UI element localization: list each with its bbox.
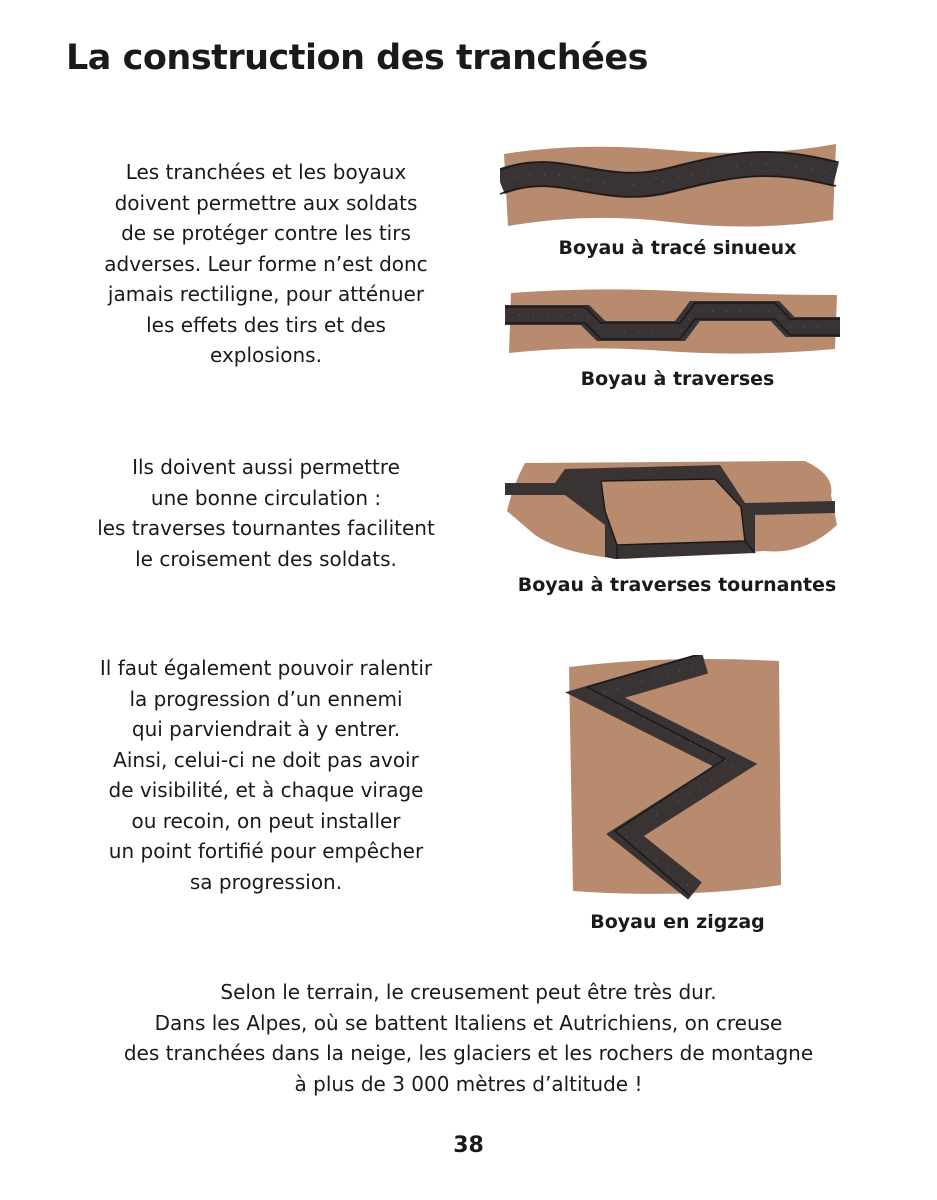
paragraph-alpes xyxy=(30,977,907,1099)
text-line: jamais rectiligne, pour atténuer xyxy=(107,282,425,306)
text-line: Dans les Alpes, où se battent Italiens et Autrichiens, on creuse xyxy=(154,1010,783,1035)
text-line: doivent permettre aux soldats xyxy=(114,190,418,215)
text-line: à plus de 3 000 mètres d’altitude ! xyxy=(294,1071,643,1096)
text-line: Selon le terrain, le creusement peut être très dur. xyxy=(220,980,717,1004)
caption-traverses: Boyau à traverses xyxy=(580,368,775,390)
page-number: 38 xyxy=(453,1133,484,1158)
page-title: La construction des tranchées xyxy=(66,38,648,78)
text-line: Les tranchées et les boyaux xyxy=(125,160,407,184)
text-line: de se protéger contre les tirs xyxy=(121,221,411,245)
text-line: une bonne circulation : xyxy=(150,485,382,510)
text-line: Ainsi, celui-ci ne doit pas avoir xyxy=(113,747,419,772)
text-line: qui parviendrait à y entrer. xyxy=(131,717,401,741)
paragraph-protection xyxy=(66,157,466,371)
text-line: sa progression. xyxy=(189,869,343,894)
text-line: ou recoin, on peut installer xyxy=(131,808,401,833)
text-line: adverses. Leur forme n’est donc xyxy=(104,251,428,276)
sinuous-trench-illustration xyxy=(500,140,840,232)
traverses-trench-illustration xyxy=(505,287,840,357)
text-line: explosions. xyxy=(210,343,322,367)
caption-sinueux: Boyau à tracé sinueux xyxy=(558,237,797,259)
text-line: les effets des tirs et des xyxy=(146,312,386,337)
paragraph-circulation xyxy=(66,452,466,574)
paragraph-enemy xyxy=(66,653,466,897)
caption-tournantes: Boyau à traverses tournantes xyxy=(517,574,837,596)
text-line: un point fortifié pour empêcher xyxy=(108,839,424,863)
text-line: la progression d’un ennemi xyxy=(129,686,403,711)
text-line: de visibilité, et à chaque virage xyxy=(108,778,424,802)
caption-zigzag: Boyau en zigzag xyxy=(590,911,765,933)
text-line: le croisement des soldats. xyxy=(135,546,397,571)
text-line: Il faut également pouvoir ralentir xyxy=(99,656,433,680)
text-line: des tranchées dans la neige, les glaciers et les rochers de montagne xyxy=(123,1041,814,1065)
text-line: Ils doivent aussi permettre xyxy=(132,455,400,479)
zigzag-trench-illustration xyxy=(565,655,785,900)
turning-traverses-trench-illustration xyxy=(505,455,840,565)
text-line: les traverses tournantes facilitent xyxy=(97,516,435,540)
